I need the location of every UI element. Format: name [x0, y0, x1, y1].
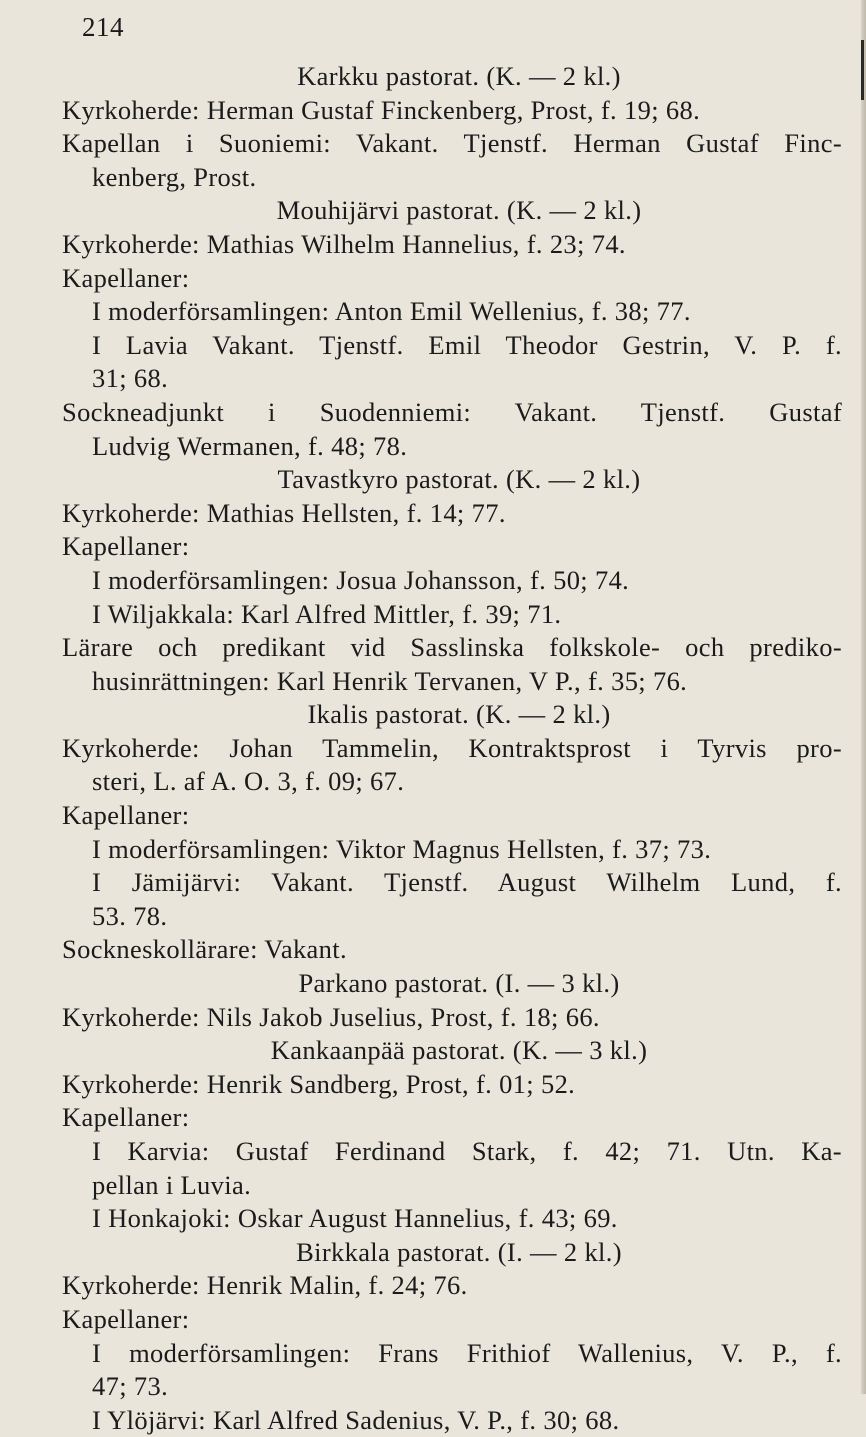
text-line: Kyrkoherde: Mathias Wilhelm Hannelius, f. 23; 74. — [62, 228, 626, 259]
text-line: Kapellaner: — [62, 1102, 190, 1133]
text-line: Kapellaner: — [62, 800, 190, 831]
text-line: Kapellaner: — [62, 531, 190, 562]
page-body — [62, 60, 842, 1437]
text-line: 53. 78. — [92, 900, 168, 931]
text-line: Kyrkoherde: Nils Jakob Juselius, Prost, f. 18; 66. — [62, 1001, 600, 1032]
text-line: I moderförsamlingen: Josua Johansson, f. 50; 74. — [92, 564, 630, 595]
parish-heading-mouhijarvi: Mouhijärvi pastorat. (K. — 2 kl.) — [276, 195, 642, 226]
text-line: I moderförsamlingen: Frans Frithiof Wallenius, V. P., f. — [92, 1337, 842, 1368]
text-line: Kapellaner: — [62, 262, 190, 293]
text-line: kenberg, Prost. — [92, 161, 257, 192]
page-number: 214 — [82, 12, 124, 42]
text-line: Kapellaner: — [62, 1303, 190, 1334]
text-line: I Honkajoki: Oskar August Hannelius, f. 43; 69. — [92, 1203, 618, 1234]
parish-heading-parkano: Parkano pastorat. (I. — 3 kl.) — [298, 968, 620, 999]
text-line: steri, L. af A. O. 3, f. 09; 67. — [92, 766, 405, 797]
text-line: 31; 68. — [92, 363, 169, 394]
text-line: I moderförsamlingen: Anton Emil Wellenius, f. 38; 77. — [92, 296, 691, 327]
text-line: Lärare och predikant vid Sasslinska folkskole- och prediko- — [62, 632, 842, 663]
text-line: 47; 73. — [92, 1371, 169, 1402]
text-line: Kyrkoherde: Henrik Malin, f. 24; 76. — [62, 1270, 468, 1301]
text-line: Ludvig Wermanen, f. 48; 78. — [92, 430, 408, 461]
text-line: Kyrkoherde: Henrik Sandberg, Prost, f. 01; 52. — [62, 1068, 576, 1099]
parish-heading-birkkala: Birkkala pastorat. (I. — 2 kl.) — [296, 1236, 622, 1267]
text-line: Sockneadjunkt i Suodenniemi: Vakant. Tjenstf. Gustaf — [62, 396, 842, 427]
text-line: I Lavia Vakant. Tjenstf. Emil Theodor Gestrin, V. P. f. — [92, 329, 842, 360]
text-line: Kyrkoherde: Johan Tammelin, Kontraktsprost i Tyrvis pro- — [62, 732, 842, 763]
text-line: I Jämijärvi: Vakant. Tjenstf. August Wilhelm Lund, f. — [92, 867, 842, 898]
page-edge-mark — [861, 40, 864, 100]
text-line: Sockneskollärare: Vakant. — [62, 934, 347, 965]
text-line: I Ylöjärvi: Karl Alfred Sadenius, V. P., f. 30; 68. — [92, 1404, 620, 1435]
parish-heading-karkku: Karkku pastorat. (K. — 2 kl.) — [297, 61, 621, 91]
parish-heading-kankaanpaa: Kankaanpää pastorat. (K. — 3 kl.) — [270, 1035, 648, 1066]
text-line: I Wiljakkala: Karl Alfred Mittler, f. 39; 71. — [92, 598, 562, 629]
text-line: I Karvia: Gustaf Ferdinand Stark, f. 42; 71. Utn. Ka- — [92, 1136, 842, 1166]
text-line: Kapellan i Suoniemi: Vakant. Tjenstf. Herman Gustaf Finc- — [62, 128, 842, 159]
text-line: Kyrkoherde: Mathias Hellsten, f. 14; 77. — [62, 497, 506, 528]
parish-heading-tavastkyro: Tavastkyro pastorat. (K. — 2 kl.) — [277, 464, 641, 495]
text-line: Kyrkoherde: Herman Gustaf Finckenberg, Prost, f. 19; 68. — [62, 94, 701, 125]
text-line: pellan i Luvia. — [92, 1169, 252, 1200]
page-edge — [861, 0, 866, 1394]
text-line: husinrättningen: Karl Henrik Tervanen, V P., f. 35; 76. — [92, 665, 688, 696]
parish-heading-ikalis: Ikalis pastorat. (K. — 2 kl.) — [307, 699, 611, 730]
text-line: I moderförsamlingen: Viktor Magnus Hellsten, f. 37; 73. — [92, 833, 712, 864]
